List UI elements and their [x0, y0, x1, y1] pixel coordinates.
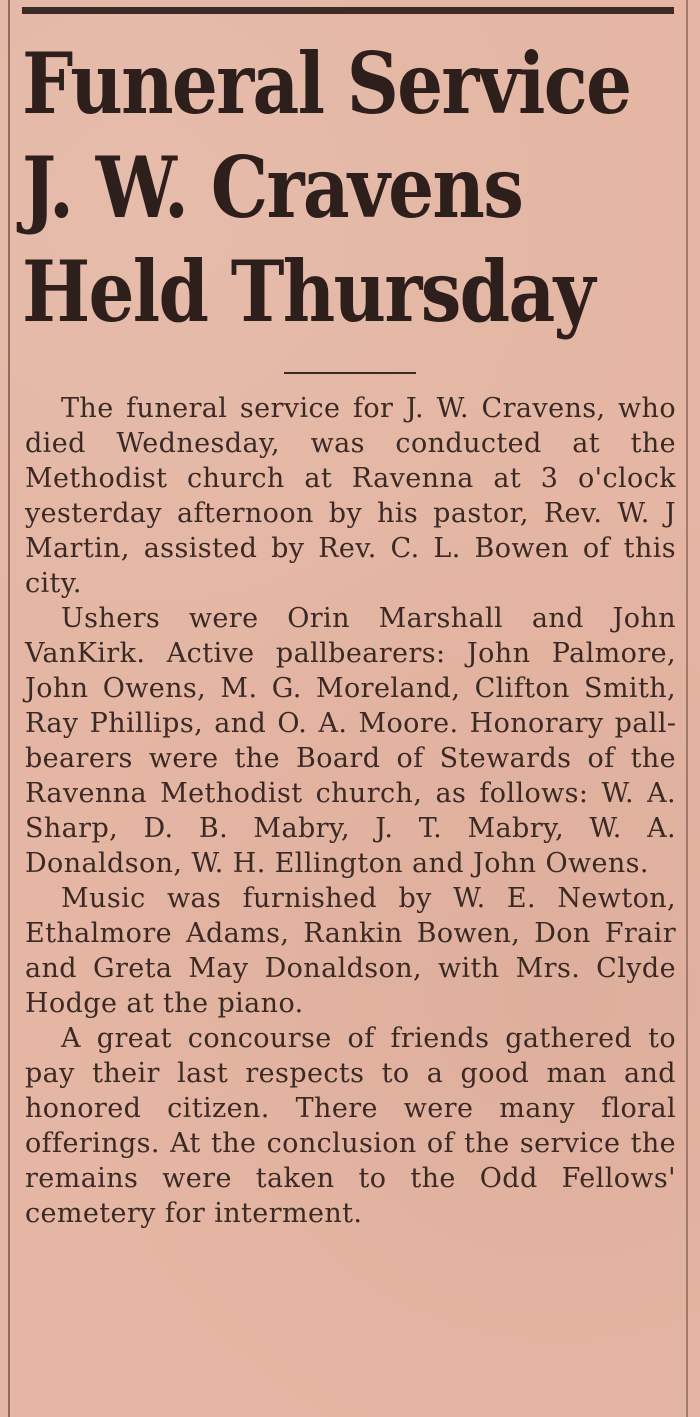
headline-line-2: J. W. Cravens	[22, 138, 523, 237]
headline-line-1: Funeral Service	[22, 34, 631, 133]
headline-divider	[284, 372, 416, 374]
article-body	[25, 391, 676, 1231]
paragraph-concourse: A great concourse of friends gathered to pay their last respects to a good man and honored citizen. There were many floral offerings. At the conclusion of the service the remains were taken to the Odd Fellows' cemetery for interment.	[25, 1023, 676, 1229]
headline-line-3: Held Thursday	[22, 242, 594, 341]
left-column-rule	[8, 0, 10, 1417]
paragraph-service: The funeral service for J. W. Cravens, who died Wednesday, was conducted at the Methodist church at Ravenna at 3 o'clock yesterday afternoon by his pastor, Rev. W. J Martin, assisted by Rev. C. L. Bowen of this city.	[25, 393, 676, 599]
headline	[22, 32, 631, 344]
top-rule	[22, 7, 674, 14]
right-column-rule	[686, 0, 688, 1417]
paragraph-pallbearers: Ushers were Orin Marshall and John VanKirk. Active pallbearers: John Palmore, John Owens, M. G. Moreland, Clifton Smith, Ray Phillips, and O. A. Moore. Honorary pallbearers were the Board of Stewards of the Ravenna Methodist church, as follows: W. A. Sharp, D. B. Mabry, J. T. Mabry, W. A. Donaldson, W. H. Ellington and John Owens.	[25, 603, 676, 879]
paragraph-music: Music was furnished by W. E. Newton, Ethalmore Adams, Rankin Bowen, Don Frair and Greta May Donaldson, with Mrs. Clyde Hodge at the piano.	[25, 883, 676, 1019]
